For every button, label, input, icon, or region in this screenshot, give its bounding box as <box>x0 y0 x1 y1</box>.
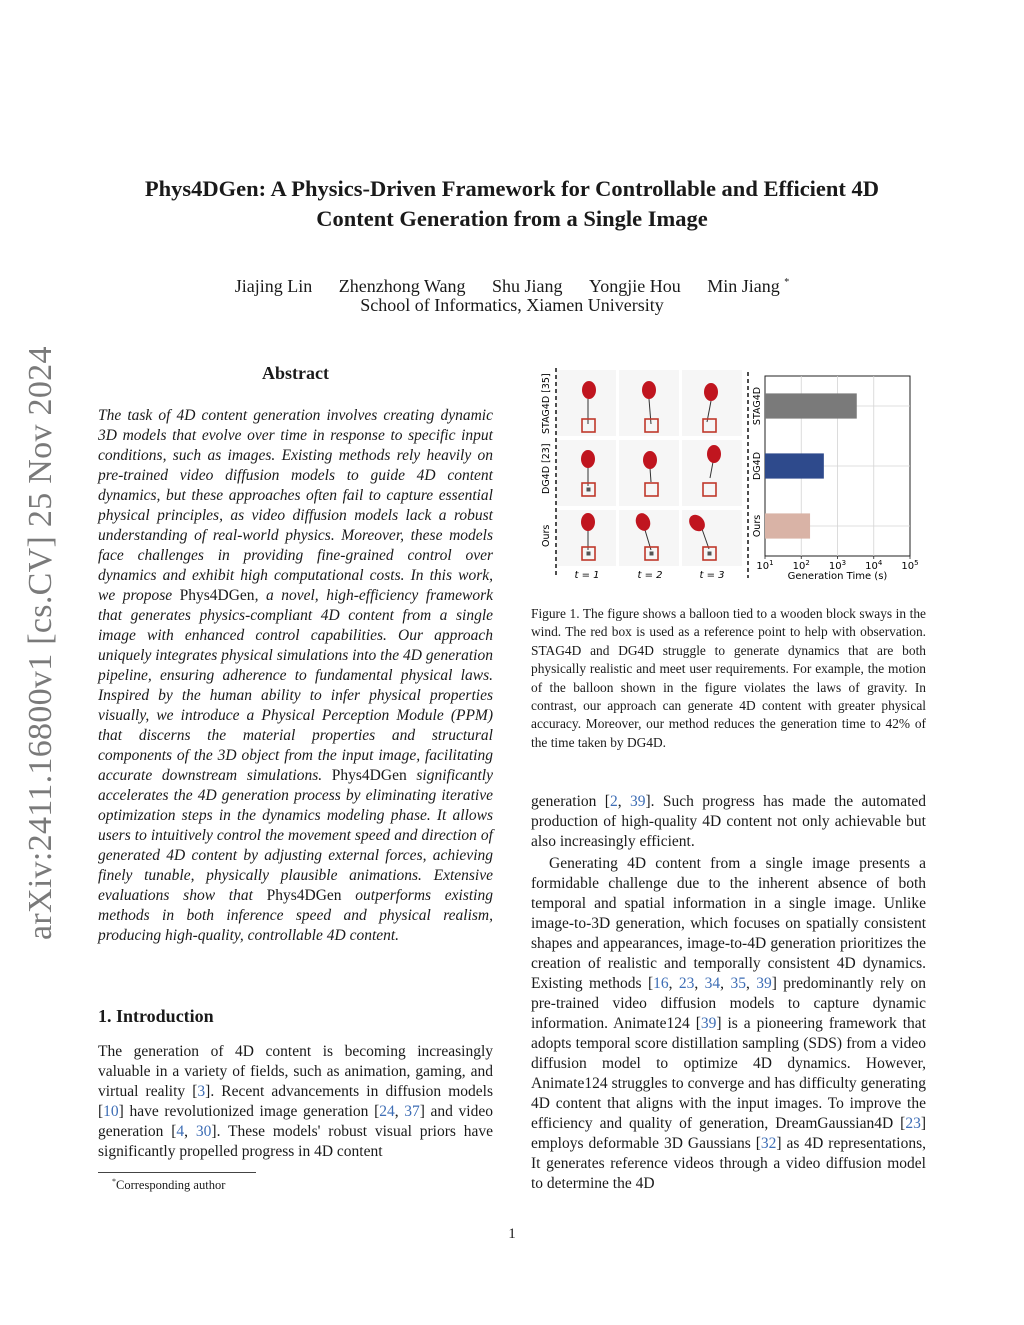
author-name: Shu Jiang <box>491 276 563 296</box>
figure-1 <box>532 364 926 590</box>
title-line-2: Content Generation from a Single Image <box>316 206 708 231</box>
chart-bar-dg4d <box>765 453 824 478</box>
introduction-text: The generation of 4D content is becoming increasingly valuable in a variety of fields, such as animation, gaming, and virtual reality [3]. Recent advancements in diffusion models [10] have revolutionized image generation [24, 37] and video generation [4, 30]. These models' robust visual priors have significantly propelled progress in 4D content <box>98 1043 494 1160</box>
row-label-stag4d: STAG4D [35] <box>541 373 552 434</box>
citation-link[interactable]: 35 <box>730 975 746 992</box>
citation-link[interactable]: 39 <box>629 793 646 810</box>
chart-tick-label: $10^1$ <box>756 559 774 572</box>
paper-title <box>100 174 924 234</box>
chart-x-axis-label: Generation Time (s) <box>787 571 888 582</box>
citation-link[interactable]: 16 <box>653 975 669 992</box>
title-line-1: Phys4DGen: A Physics-Driven Framework for Controllable and Efficient 4D <box>144 176 880 201</box>
method-name: Phys4DGen <box>266 887 342 904</box>
time-label: t = 3 <box>699 570 725 581</box>
row-label-ours: Ours <box>541 524 552 547</box>
section-heading-introduction: 1. Introduction <box>98 1006 214 1026</box>
author-name: Jiajing Lin <box>234 276 313 296</box>
footnote: *Corresponding author <box>112 1177 226 1193</box>
method-name: Phys4DGen <box>179 587 255 604</box>
chart-bar-ours <box>765 513 810 538</box>
page-number: 1 <box>508 1226 516 1242</box>
citation-link[interactable]: 37 <box>404 1103 420 1120</box>
chart-category-label: STAG4D <box>752 386 763 426</box>
chart-tick-label: $10^2$ <box>792 559 810 572</box>
paragraph: Generating 4D content from a single image presents a formidable challenge due to the inherent absence of both temporal and spatial information in a single image. Unlike image-to-3D generation, which focuses on spatially consistent shapes and appearances, image-to-4D generation prioritizes the creation of realistic and temporally consistent 4D dynamics. Existing methods [16, 23, 34, 35, 39] predominantly rely on pre-trained video diffusion models to capture dynamic information. Animate124 [39] is a pioneering framework that adopts temporal score distillation sampling (SDS) from a video diffusion model to optimize 4D dynamics. However, Animate124 struggles to converge and has difficulty generating 4D content that aligns with the input images. To improve the efficiency and quality of generation, DreamGaussian4D [23] employs deformable 3D Gaussians [32] as 4D representations, It generates reference videos through a video diffusion model to determine the 4D <box>531 855 927 1192</box>
citation-link[interactable]: 24 <box>379 1103 395 1120</box>
figure-1-caption: Figure 1. The figure shows a balloon tied to a wooden block sways in the wind. The red box is used as a reference point to help with observation. STAG4D and DG4D struggle to generate dynamics that are both physically realistic and meet user requirements. For example, the motion of the balloon shown in the figure violates the laws of gravity. In contrast, our approach can generate 4D content with greater physical accuracy. Moreover, our method reduces the generation time to 42% of the time taken by DG4D. <box>531 606 926 750</box>
chart-tick-label: $10^3$ <box>828 559 847 572</box>
author-name: Zhenzhong Wang <box>338 276 466 296</box>
abstract-text: The task of 4D content generation involves creating dynamic 3D models that evolve over time in response to specific input conditions, such as images. Existing methods rely heavily on pre-trained video diffusion models to guide 4D content dynamics, but these approaches often fail to capture essential physical principles, as video diffusion models lack a robust understanding of real-world physics. Moreover, these models face challenges in providing fine-grained control over dynamics and exhibit high computational costs. In this work, we propose Phys4DGen, a novel, high-efficiency framework that generates physics-compliant 4D content from a single image with enhanced control capabilities. Our approach uniquely integrates physical simulations into the 4D generation pipeline, ensuring adherence to fundamental physical laws. Inspired by the human ability to infer physical properties visually, we introduce a Physical Perception Module (PPM) that discerns the material properties and structural components of the 3D object from the input image, facilitating accurate downstream simulations. Phys4DGen significantly accelerates the 4D generation process by eliminating iterative optimization steps in the dynamics modeling phase. It allows users to intuitively control the movement speed and direction of generated 4D content by adjusting external forces, achieving finely tunable, physically plausible animations. Extensive evaluations show that Phys4DGen outperforms existing methods in both inference speed and physical realism, producing high-quality, controllable 4D content. <box>98 407 493 944</box>
citation-link[interactable]: 3 <box>197 1083 206 1100</box>
citation-link[interactable]: 39 <box>700 1015 717 1032</box>
time-label: t = 1 <box>574 570 600 581</box>
citation-link[interactable]: 23 <box>678 975 695 992</box>
citation-link[interactable]: 10 <box>103 1103 119 1120</box>
chart-category-labels <box>752 387 763 537</box>
balloon-frames <box>556 370 742 566</box>
citation-link[interactable]: 32 <box>760 1135 777 1152</box>
citation-link[interactable]: 2 <box>609 793 618 810</box>
citation-link[interactable]: 23 <box>905 1115 921 1132</box>
introduction-text-continued <box>531 792 926 1194</box>
chart-category-label: DG4D <box>752 451 763 481</box>
chart-category-label: Ours <box>752 514 763 538</box>
time-label: t = 2 <box>637 570 663 581</box>
arxiv-stamp: arXiv:2411.16800v1 [cs.CV] 25 Nov 2024 <box>22 346 59 940</box>
citation-link[interactable]: 4 <box>176 1123 185 1140</box>
author-name: Min Jiang * <box>707 276 790 296</box>
chart-ticks <box>756 556 918 572</box>
method-name: Phys4DGen <box>331 767 407 784</box>
chart-tick-label: $10^4$ <box>865 559 883 572</box>
chart-bar-stag4d <box>765 393 857 418</box>
generation-time-chart <box>752 376 919 582</box>
row-label-dg4d: DG4D [23] <box>541 443 552 494</box>
abstract-heading: Abstract <box>262 363 329 383</box>
footnote-rule <box>98 1172 256 1173</box>
frame-cell <box>556 370 616 436</box>
corresponding-mark: * <box>784 277 790 288</box>
chart-tick-label: $10^5$ <box>901 559 919 572</box>
citation-link[interactable]: 30 <box>195 1123 212 1140</box>
affiliation: School of Informatics, Xiamen University <box>360 295 664 315</box>
author-name: Yongjie Hou <box>589 276 681 296</box>
paragraph: generation [2, 39]. Such progress has made the automated production of high-quality 4D content not only achievable but also increasingly efficient. <box>531 793 927 850</box>
frame-cell <box>682 370 742 436</box>
citation-link[interactable]: 34 <box>704 975 721 992</box>
citation-link[interactable]: 39 <box>756 975 772 992</box>
